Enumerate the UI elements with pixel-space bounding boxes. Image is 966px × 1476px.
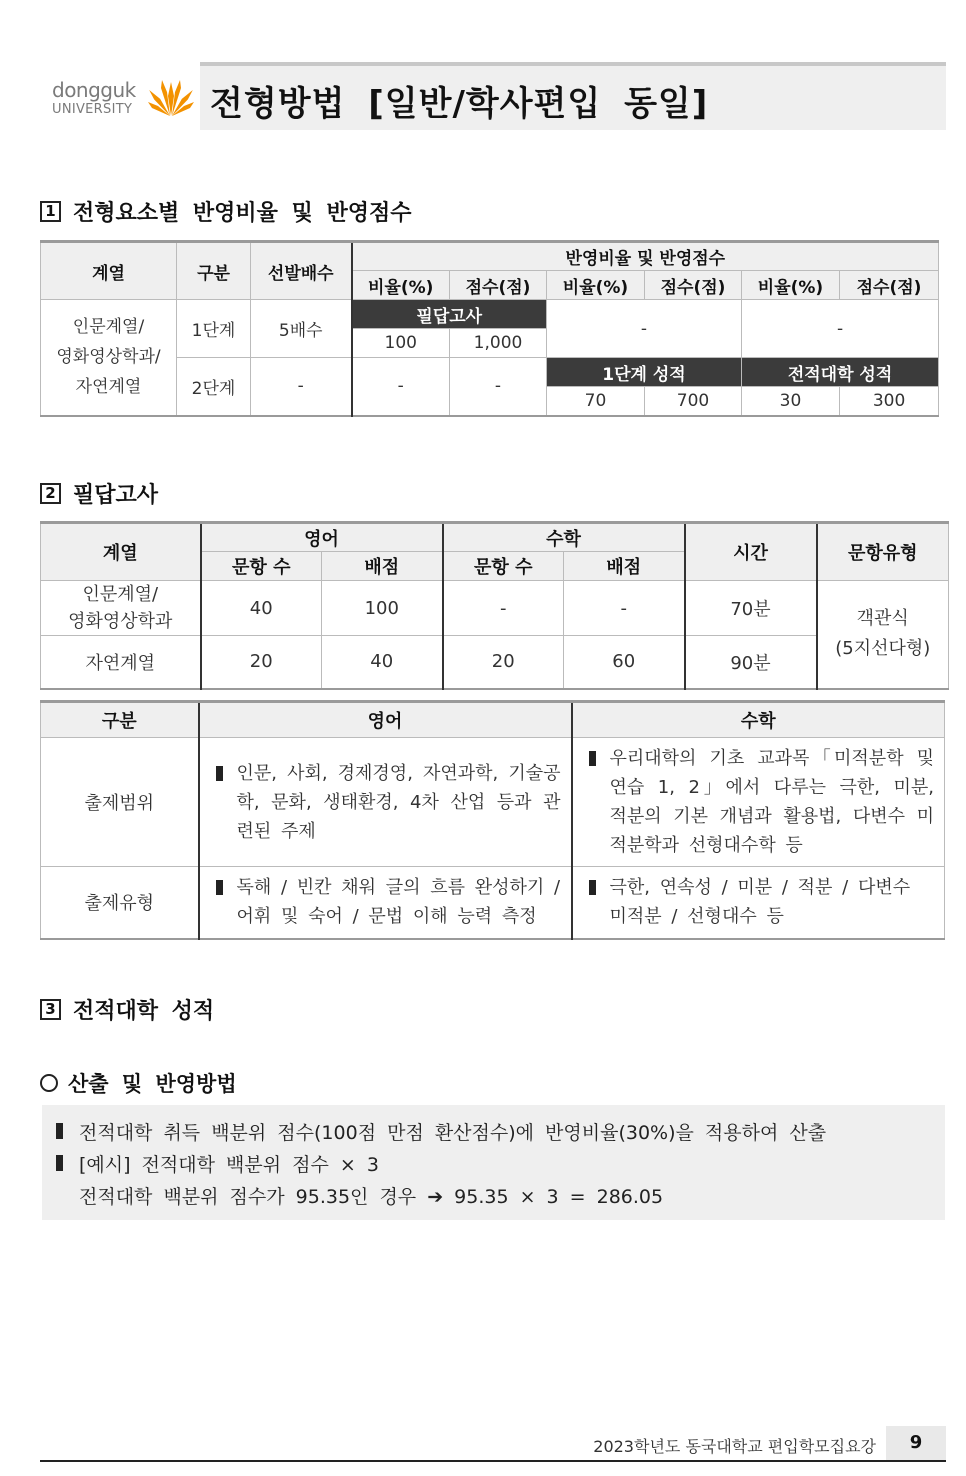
bullet-icon (56, 1155, 63, 1171)
section1-title: 전형요소별 반영비율 및 반영점수 (73, 201, 412, 226)
t3-type-english-text: 독해 / 빈칸 채워 글의 흐름 완성하기 / 어휘 및 숙어 / 문법 이해 능력 측정 (236, 877, 561, 928)
t3-range-label: 출제범위 (41, 738, 199, 867)
calculation-box (42, 1105, 945, 1220)
t3-range-english-text: 인문, 사회, 경제경영, 자연과학, 기술공학, 문화, 생태환경, 4차 산업 등과 관련된 주제 (236, 762, 561, 842)
t2-row2-eng-count: 20 (201, 636, 322, 689)
t2-row2-math-points: 60 (564, 636, 685, 689)
calc-line-1 (56, 1115, 945, 1147)
stage1-result-score: 700 (645, 387, 742, 416)
t2-row2-series: 자연계열 (41, 636, 201, 689)
calc-line-1-text: 전적대학 취득 백분위 점수(100점 만점 환산점수)에 반영비율(30%)을 적용하여 산출 (79, 1121, 827, 1144)
dongguk-logo (50, 76, 200, 122)
t2-row1-time: 70분 (685, 581, 817, 636)
prev-college-score: 300 (840, 387, 939, 416)
section2-title: 필답고사 (73, 483, 159, 508)
t2-row2-math-count: 20 (443, 636, 564, 689)
t3-type-english (199, 867, 572, 939)
stage2-exam-ratio: - (352, 358, 450, 416)
selection-ratio-table (40, 240, 939, 417)
page-title: 전형방법 [일반/학사편입 동일] (210, 84, 709, 124)
stage1-result-label: 1단계 성적 (547, 358, 742, 387)
prev-college-label: 전적대학 성적 (742, 358, 939, 387)
t3-type-label: 출제유형 (41, 867, 199, 939)
t3-range-math-text: 우리대학의 기초 교과목「미적분학 및 연습 1, 2」에서 다루는 극한, 미분, 적분의 기본 개념과 활용법, 다변수 미적분학과 선형대수학 등 (609, 748, 934, 856)
page-header (40, 62, 946, 132)
section3-heading (40, 994, 214, 1025)
t3-header-english: 영어 (199, 702, 572, 738)
stage1-dash-2: - (742, 300, 939, 358)
row-series: 인문계열/ 영화영상학과/ 자연계열 (41, 300, 177, 416)
section1-number: 1 (40, 201, 61, 222)
bullet-icon (589, 880, 596, 895)
stage1-multiplier: 5배수 (251, 300, 352, 358)
header-ratio-3: 비율(%) (742, 271, 840, 300)
t3-type-math (572, 867, 945, 939)
section1-heading (40, 196, 412, 227)
stage2-multiplier: - (251, 358, 352, 416)
section2-number: 2 (40, 483, 61, 504)
t2-header-math: 수학 (443, 523, 685, 552)
t2-row1-eng-count: 40 (201, 581, 322, 636)
stage1-dash-1: - (547, 300, 742, 358)
t2-row2-time: 90분 (685, 636, 817, 689)
header-score-3: 점수(점) (840, 271, 939, 300)
page-footer (40, 1426, 946, 1462)
header-ratio-2: 비율(%) (547, 271, 645, 300)
stage1-result-ratio: 70 (547, 387, 645, 416)
exam-ratio: 100 (352, 329, 450, 358)
t2-row1-math-points: - (564, 581, 685, 636)
t3-header-category: 구분 (41, 702, 199, 738)
bullet-icon (589, 751, 596, 766)
t2-row1-math-count: - (443, 581, 564, 636)
t2-header-eng-points: 배점 (322, 552, 443, 581)
exam-score: 1,000 (450, 329, 547, 358)
prev-college-ratio: 30 (742, 387, 840, 416)
header-score-2: 점수(점) (645, 271, 742, 300)
bullet-icon (216, 766, 223, 781)
lotus-logo-icon (148, 78, 194, 120)
stage2-label: 2단계 (177, 358, 251, 416)
section3-number: 3 (40, 999, 61, 1020)
exam-label: 필답고사 (352, 300, 547, 329)
bullet-icon (216, 880, 223, 895)
t2-header-time: 시간 (685, 523, 817, 581)
t2-header-series: 계열 (41, 523, 201, 581)
logo-subtext: UNIVERSITY (52, 102, 133, 117)
t3-type-math-text: 극한, 연속성 / 미분 / 적분 / 다변수 미적분 / 선형대수 등 (609, 877, 911, 928)
t3-range-english (199, 738, 572, 867)
t2-type-value: 객관식 (5지선다형) (817, 581, 949, 689)
t2-header-math-count: 문항 수 (443, 552, 564, 581)
stage1-label: 1단계 (177, 300, 251, 358)
written-exam-table (40, 521, 949, 690)
t2-header-math-points: 배점 (564, 552, 685, 581)
stage2-exam-score: - (450, 358, 547, 416)
header-multiplier: 선발배수 (251, 242, 352, 300)
footer-divider (40, 1460, 946, 1462)
header-ratio-group: 반영비율 및 반영점수 (352, 242, 939, 271)
bullet-icon (56, 1123, 63, 1139)
header-series: 계열 (41, 242, 177, 300)
circle-icon (40, 1074, 58, 1092)
section2-heading (40, 478, 158, 509)
t2-header-english: 영어 (201, 523, 443, 552)
header-ratio-1: 비율(%) (352, 271, 450, 300)
t2-row1-series: 인문계열/ 영화영상학과 (41, 581, 201, 636)
t2-row2-eng-points: 40 (322, 636, 443, 689)
section3-title: 전적대학 성적 (73, 999, 215, 1024)
section3-subheading (40, 1068, 237, 1098)
section3-subtitle: 산출 및 반영방법 (68, 1072, 237, 1096)
exam-scope-table (40, 700, 945, 940)
calc-line-2 (56, 1147, 945, 1179)
t3-range-math (572, 738, 945, 867)
footer-text: 2023학년도 동국대학교 편입학모집요강 (593, 1437, 876, 1456)
page-number: 9 (886, 1426, 946, 1460)
t2-header-type: 문항유형 (817, 523, 949, 581)
t3-header-math: 수학 (572, 702, 945, 738)
title-bar (200, 62, 946, 130)
logo-wordmark: dongguk (52, 78, 136, 102)
header-category: 구분 (177, 242, 251, 300)
header-score-1: 점수(점) (450, 271, 547, 300)
calc-line-2-text: [예시] 전적대학 백분위 점수 × 3 (79, 1153, 379, 1176)
calc-line-3-text: 전적대학 백분위 점수가 95.35인 경우 ➔ 95.35 × 3 = 286.05 (79, 1185, 664, 1208)
t2-header-eng-count: 문항 수 (201, 552, 322, 581)
calc-line-3 (56, 1179, 945, 1211)
t2-row1-eng-points: 100 (322, 581, 443, 636)
